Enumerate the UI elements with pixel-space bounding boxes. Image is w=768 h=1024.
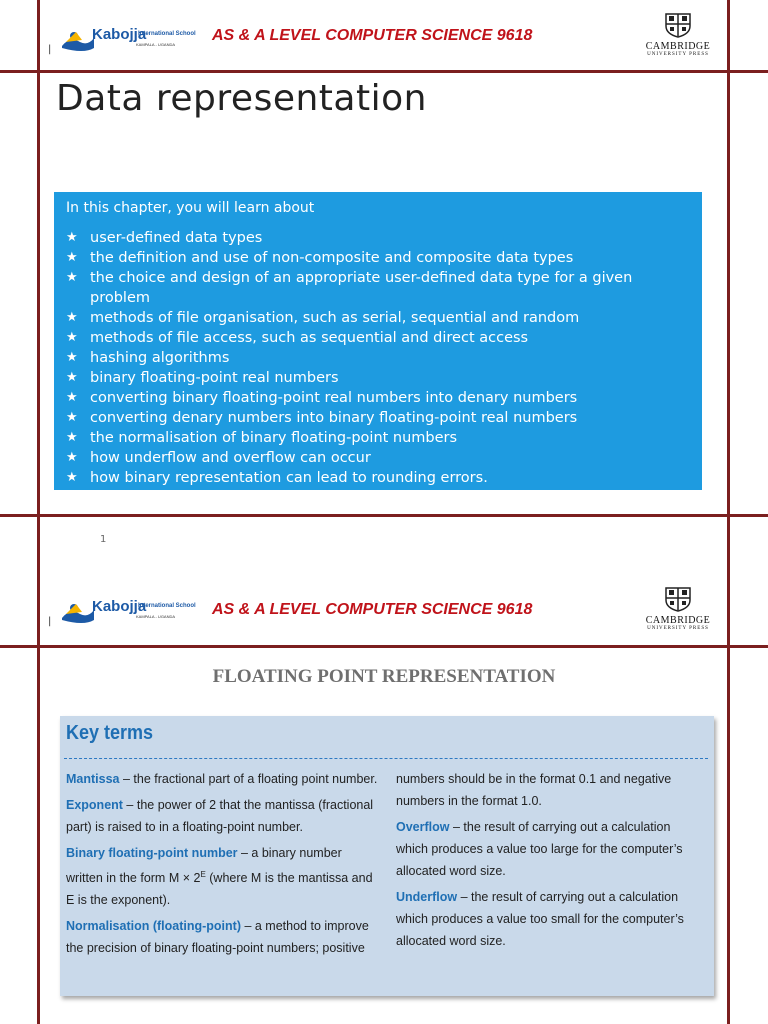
- star-bullet-icon: ★: [66, 250, 78, 265]
- publisher-name: CAMBRIDGE: [645, 41, 711, 52]
- course-title: AS & A LEVEL COMPUTER SCIENCE 9618: [212, 601, 533, 618]
- star-bullet-icon: ★: [66, 330, 78, 345]
- cambridge-crest-icon: [664, 586, 692, 612]
- term-overflow: Overflow – the result of carrying out a calculation which produces a value too large for the computer’s allocated word size.: [396, 820, 683, 878]
- key-terms-right-column: [396, 768, 702, 956]
- logo-location: KAMPALA - UGANDA: [136, 614, 176, 619]
- list-item: ★ the definition and use of non-composite and composite data types: [66, 250, 574, 266]
- page-title: Data representation: [56, 78, 427, 119]
- key-terms-box: [60, 716, 714, 996]
- section-heading: FLOATING POINT REPRESENTATION: [212, 666, 556, 687]
- cambridge-logo: [636, 586, 720, 632]
- logo-name: Kabojja: [92, 598, 147, 615]
- chapter-objectives-box: [54, 192, 702, 490]
- star-bullet-icon: ★: [66, 310, 78, 325]
- term-normalisation: Normalisation (floating-point) – a method to improve the precision of binary floating-point numbers; positive: [66, 919, 369, 956]
- list-item: ★ binary floating-point real numbers: [66, 370, 339, 386]
- kabojja-logo-icon: [60, 600, 96, 624]
- page-number: 1: [100, 534, 107, 545]
- list-item: ★ how binary representation can lead to rounding errors.: [66, 470, 488, 486]
- publisher-name: CAMBRIDGE: [645, 615, 711, 626]
- kabojja-logo-icon: [60, 28, 96, 52]
- star-bullet-icon: ★: [66, 470, 78, 485]
- chapter-objectives-list: [64, 228, 694, 488]
- school-logo: | Kabojja International School KAMPALA - UGANDA: [48, 26, 196, 55]
- list-item: ★ converting denary numbers into binary floating-point real numbers: [66, 410, 578, 426]
- divider-second-header: [0, 645, 768, 648]
- term-normalisation-continued: numbers should be in the format 0.1 and negative numbers in the format 1.0.: [396, 772, 672, 808]
- logo-subtitle: International School: [138, 603, 196, 609]
- star-bullet-icon: ★: [66, 270, 78, 285]
- list-item: ★ the normalisation of binary floating-point numbers: [66, 430, 458, 446]
- list-item: ★ methods of file organisation, such as serial, sequential and random: [66, 310, 580, 326]
- logo-location: KAMPALA - UGANDA: [136, 42, 176, 47]
- logo-name: Kabojja: [92, 26, 147, 43]
- key-terms-divider: [64, 758, 708, 759]
- term-binary-floating-point-number: Binary floating-point number – a binary number written in the form $M \times 2^E$ (where M is the mantissa and E is the exponent).: [66, 846, 373, 908]
- key-terms-title: Key terms: [66, 722, 154, 744]
- star-bullet-icon: ★: [66, 370, 78, 385]
- chapter-intro: In this chapter, you will learn about: [66, 200, 315, 216]
- term-underflow: Underflow – the result of carrying out a calculation which produces a value too small for the computer’s allocated word size.: [396, 890, 684, 948]
- cambridge-logo: [636, 12, 720, 58]
- page-border-left: [37, 0, 40, 1024]
- cambridge-crest-icon: [664, 12, 692, 38]
- list-item: ★ user-defined data types: [66, 230, 263, 246]
- star-bullet-icon: ★: [66, 450, 78, 465]
- star-bullet-icon: ★: [66, 390, 78, 405]
- star-bullet-icon: ★: [66, 350, 78, 365]
- publisher-subtitle: UNIVERSITY PRESS: [647, 626, 709, 631]
- key-terms-left-column: [66, 768, 378, 963]
- list-item: ★ methods of file access, such as sequential and direct access: [66, 330, 529, 346]
- star-bullet-icon: ★: [66, 410, 78, 425]
- divider-page-break: [0, 514, 768, 517]
- logo-subtitle: International School: [138, 31, 196, 37]
- list-item: ★ the choice and design of an appropriate user-defined data type for a given problem: [66, 270, 633, 306]
- list-item: ★ how underflow and overflow can occur: [66, 450, 371, 466]
- term-exponent: Exponent – the power of 2 that the mantissa (fractional part) is raised to in a floating-point number.: [66, 798, 374, 834]
- list-item: ★ hashing algorithms: [66, 350, 230, 366]
- term-mantissa: Mantissa – the fractional part of a floating point number.: [66, 772, 378, 786]
- page-border-right: [727, 0, 730, 1024]
- publisher-subtitle: UNIVERSITY PRESS: [647, 52, 709, 57]
- star-bullet-icon: ★: [66, 230, 78, 245]
- list-item: ★ converting binary floating-point real numbers into denary numbers: [66, 390, 578, 406]
- school-logo: | Kabojja International School KAMPALA - UGANDA: [48, 598, 196, 627]
- course-title: AS & A LEVEL COMPUTER SCIENCE 9618: [212, 27, 533, 44]
- divider-top-header: [0, 70, 768, 73]
- star-bullet-icon: ★: [66, 430, 78, 445]
